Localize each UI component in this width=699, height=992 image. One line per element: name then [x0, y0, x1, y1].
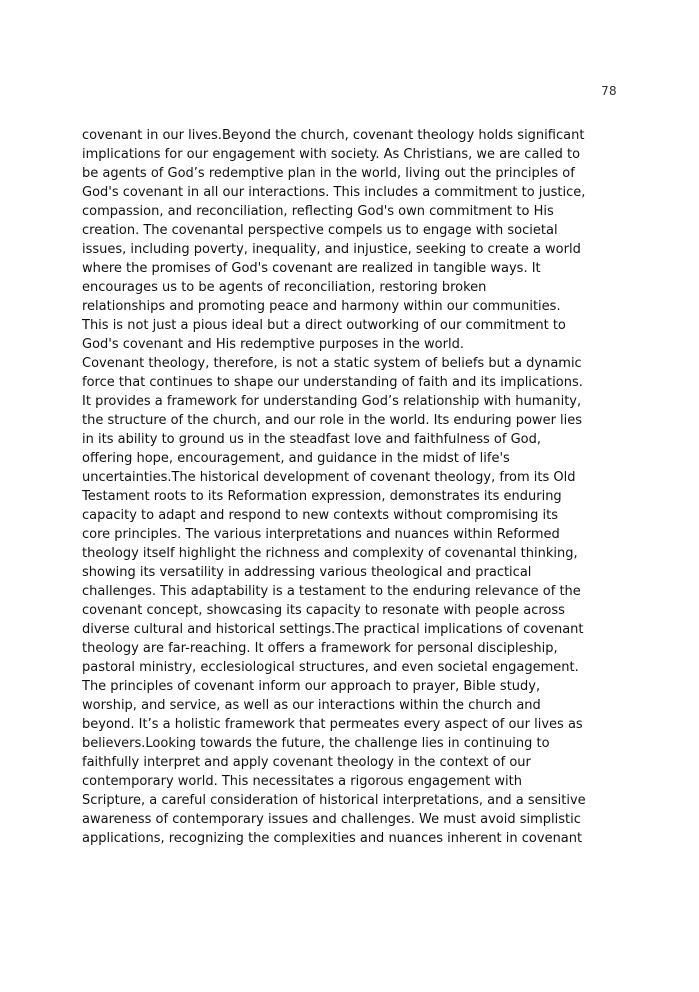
text-line: This is not just a pious ideal but a direct outworking of our commitment to [82, 318, 566, 333]
text-line: the structure of the church, and our role in the world. Its enduring power lies [82, 413, 583, 428]
text-line: awareness of contemporary issues and challenges. We must avoid simplistic [82, 812, 581, 827]
text-line: uncertainties.The historical development of covenant theology, from its Old [82, 470, 576, 485]
text-line: believers.Looking towards the future, the challenge lies in continuing to [82, 736, 550, 751]
text-line: be agents of God’s redemptive plan in the world, living out the principles of [82, 166, 575, 181]
text-line: covenant concept, showcasing its capacity to resonate with people across [82, 603, 565, 618]
text-line: capacity to adapt and respond to new contexts without compromising its [82, 508, 558, 523]
text-line: force that continues to shape our understanding of faith and its implications. [82, 375, 583, 390]
text-line: God's covenant and His redemptive purposes in the world. [82, 337, 464, 352]
body-text [82, 126, 622, 848]
text-line: covenant in our lives.Beyond the church, covenant theology holds significant [82, 128, 585, 143]
text-line: applications, recognizing the complexities and nuances inherent in covenant [82, 831, 583, 846]
text-line: encourages us to be agents of reconciliation, restoring broken [82, 280, 487, 295]
text-line: where the promises of God's covenant are realized in tangible ways. It [82, 261, 541, 276]
text-line: Scripture, a careful consideration of historical interpretations, and a sensitive [82, 793, 586, 808]
text-line: contemporary world. This necessitates a rigorous engagement with [82, 774, 522, 789]
text-line: worship, and service, as well as our interactions within the church and [82, 698, 541, 713]
text-line: implications for our engagement with society. As Christians, we are called to [82, 147, 581, 162]
text-line: theology itself highlight the richness and complexity of covenantal thinking, [82, 546, 578, 561]
page-number: 78 [601, 84, 617, 98]
text-line: diverse cultural and historical settings.The practical implications of covenant [82, 622, 584, 637]
text-line: issues, including poverty, inequality, and injustice, seeking to create a world [82, 242, 581, 257]
text-line: compassion, and reconciliation, reflecting God's own commitment to His [82, 204, 554, 219]
text-line: pastoral ministry, ecclesiological structures, and even societal engagement. [82, 660, 579, 675]
text-line: The principles of covenant inform our approach to prayer, Bible study, [82, 679, 541, 694]
text-line: challenges. This adaptability is a testament to the enduring relevance of the [82, 584, 581, 599]
text-line: relationships and promoting peace and harmony within our communities. [82, 299, 561, 314]
text-line: faithfully interpret and apply covenant theology in the context of our [82, 755, 531, 770]
text-line: creation. The covenantal perspective compels us to engage with societal [82, 223, 558, 238]
text-line: core principles. The various interpretations and nuances within Reformed [82, 527, 560, 542]
text-line: showing its versatility in addressing various theological and practical [82, 565, 532, 580]
text-line: It provides a framework for understanding God’s relationship with humanity, [82, 394, 582, 409]
text-line: offering hope, encouragement, and guidance in the midst of life's [82, 451, 510, 466]
text-line: Testament roots to its Reformation expression, demonstrates its enduring [82, 489, 562, 504]
text-line: beyond. It’s a holistic framework that permeates every aspect of our lives as [82, 717, 583, 732]
text-line: in its ability to ground us in the steadfast love and faithfulness of God, [82, 432, 541, 447]
text-line: theology are far-reaching. It offers a framework for personal discipleship, [82, 641, 558, 656]
text-line: Covenant theology, therefore, is not a static system of beliefs but a dynamic [82, 356, 582, 371]
text-line: God's covenant in all our interactions. This includes a commitment to justice, [82, 185, 586, 200]
